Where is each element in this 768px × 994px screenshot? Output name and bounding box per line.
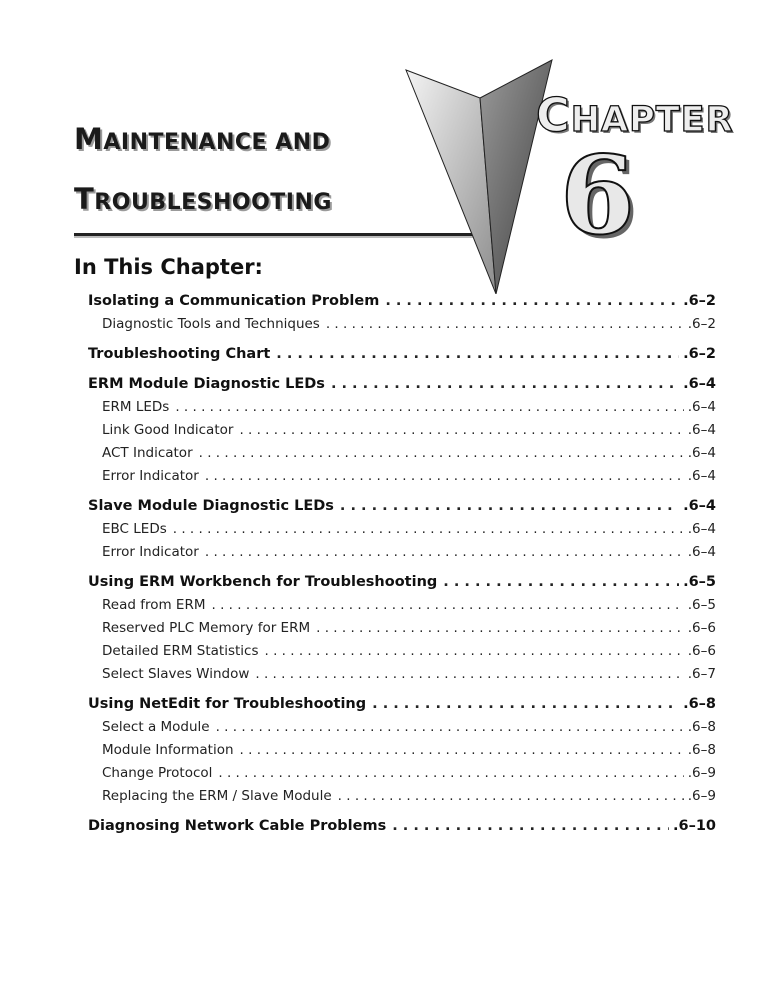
toc-page-number: .6–4 (687, 544, 716, 560)
title-initial: T (74, 182, 95, 216)
toc-entry-title: EBC LEDs (102, 521, 167, 537)
toc-section-entry[interactable] (88, 696, 716, 719)
toc-entry-title: Reserved PLC Memory for ERM (102, 620, 311, 636)
toc-entry-title: Diagnostic Tools and Techniques (102, 316, 320, 332)
toc-subsection-entry[interactable] (88, 316, 716, 339)
toc-dot-leader (255, 666, 683, 682)
toc-entry-title: ERM Module Diagnostic LEDs (88, 376, 325, 392)
toc-entry-title: Error Indicator (102, 544, 199, 560)
toc-dot-leader (385, 293, 679, 309)
toc-page-number: .6–2 (687, 316, 716, 332)
toc-page-number: .6–10 (672, 818, 716, 834)
toc-entry-title: Link Good Indicator (102, 422, 234, 438)
toc-subsection-entry[interactable] (88, 468, 716, 491)
toc-dot-leader (205, 468, 684, 484)
toc-page-number: .6–4 (687, 422, 716, 438)
toc-dot-leader (443, 574, 679, 590)
toc-dot-leader (218, 765, 683, 781)
toc-entry-title: Troubleshooting Chart (88, 346, 271, 362)
title-rest: AINTENANCE AND (103, 130, 331, 155)
toc-entry-title: Error Indicator (102, 468, 199, 484)
toc-page-number: .6–4 (683, 376, 716, 392)
chapter-rest: HAPTER (570, 100, 734, 140)
toc-entry-title: Diagnosing Network Cable Problems (88, 818, 387, 834)
toc-section-entry[interactable] (88, 818, 716, 841)
toc-entry-title: Select Slaves Window (102, 666, 250, 682)
toc-subsection-entry[interactable] (88, 544, 716, 567)
toc-page-number: .6–4 (687, 399, 716, 415)
toc-subsection-entry[interactable] (88, 597, 716, 620)
toc-dot-leader (175, 399, 683, 415)
in-this-chapter-heading: In This Chapter: (74, 255, 263, 279)
toc-dot-leader (205, 544, 684, 560)
toc-section (88, 293, 716, 339)
chapter-number: 6 (560, 133, 636, 259)
toc-entry-title: Slave Module Diagnostic LEDs (88, 498, 334, 514)
toc-page-number: .6–4 (687, 445, 716, 461)
toc-page-number: .6–2 (683, 346, 716, 362)
toc-dot-leader (316, 620, 684, 636)
toc-page-number: .6–8 (683, 696, 716, 712)
toc-dot-leader (265, 643, 684, 659)
toc-entry-title: ERM LEDs (102, 399, 170, 415)
toc-dot-leader (276, 346, 679, 362)
toc-subsection-entry[interactable] (88, 445, 716, 468)
toc-section (88, 498, 716, 567)
toc-dot-leader (199, 445, 684, 461)
chapter-initial: C (536, 88, 571, 142)
toc-subsection-entry[interactable] (88, 765, 716, 788)
toc-page-number: .6–7 (687, 666, 716, 682)
toc-entry-title: Module Information (102, 742, 234, 758)
toc-dot-leader (240, 742, 684, 758)
toc-dot-leader (392, 818, 669, 834)
toc-page-number: .6–9 (687, 788, 716, 804)
toc-dot-leader (326, 316, 684, 332)
toc-page-number: .6–8 (687, 742, 716, 758)
toc-entry-title: Replacing the ERM / Slave Module (102, 788, 332, 804)
toc-entry-title: Using NetEdit for Troubleshooting (88, 696, 367, 712)
toc-dot-leader (338, 788, 684, 804)
toc-subsection-entry[interactable] (88, 620, 716, 643)
toc-page-number: .6–9 (687, 765, 716, 781)
toc-subsection-entry[interactable] (88, 422, 716, 445)
toc-section (88, 696, 716, 811)
toc-section-entry[interactable] (88, 376, 716, 399)
toc-dot-leader (331, 376, 679, 392)
toc-dot-leader (372, 696, 679, 712)
toc-page-number: .6–2 (683, 293, 716, 309)
toc-subsection-entry[interactable] (88, 788, 716, 811)
toc-entry-title: Using ERM Workbench for Troubleshooting (88, 574, 438, 590)
toc-section-entry[interactable] (88, 346, 716, 369)
toc-subsection-entry[interactable] (88, 399, 716, 422)
title-rest: ROUBLESHOOTING (94, 190, 332, 215)
toc-page-number: .6–5 (683, 574, 716, 590)
toc-page-number: .6–6 (687, 643, 716, 659)
chapter-chevron-graphic (404, 58, 554, 294)
chapter-title-line-2 (74, 182, 332, 216)
toc-dot-leader (216, 719, 684, 735)
toc-entry-title: Isolating a Communication Problem (88, 293, 380, 309)
toc-entry-title: Change Protocol (102, 765, 213, 781)
toc-section (88, 376, 716, 491)
toc-subsection-entry[interactable] (88, 719, 716, 742)
toc-subsection-entry[interactable] (88, 742, 716, 765)
toc-dot-leader (173, 521, 684, 537)
toc-section (88, 818, 716, 841)
toc-dot-leader (239, 422, 683, 438)
table-of-contents (88, 293, 716, 848)
toc-subsection-entry[interactable] (88, 521, 716, 544)
toc-page-number: .6–8 (687, 719, 716, 735)
toc-page-number: .6–4 (687, 468, 716, 484)
toc-section-entry[interactable] (88, 293, 716, 316)
toc-dot-leader (211, 597, 683, 613)
toc-dot-leader (340, 498, 679, 514)
toc-entry-title: Read from ERM (102, 597, 206, 613)
toc-subsection-entry[interactable] (88, 666, 716, 689)
toc-page-number: .6–4 (683, 498, 716, 514)
chapter-title-line-1 (74, 122, 330, 156)
toc-page-number: .6–6 (687, 620, 716, 636)
toc-entry-title: Select a Module (102, 719, 210, 735)
toc-section-entry[interactable] (88, 498, 716, 521)
toc-section-entry[interactable] (88, 574, 716, 597)
toc-page-number: .6–4 (687, 521, 716, 537)
toc-section (88, 574, 716, 689)
toc-entry-title: ACT Indicator (102, 445, 193, 461)
toc-page-number: .6–5 (687, 597, 716, 613)
toc-entry-title: Detailed ERM Statistics (102, 643, 259, 659)
toc-subsection-entry[interactable] (88, 643, 716, 666)
title-initial: M (74, 122, 104, 156)
toc-section (88, 346, 716, 369)
